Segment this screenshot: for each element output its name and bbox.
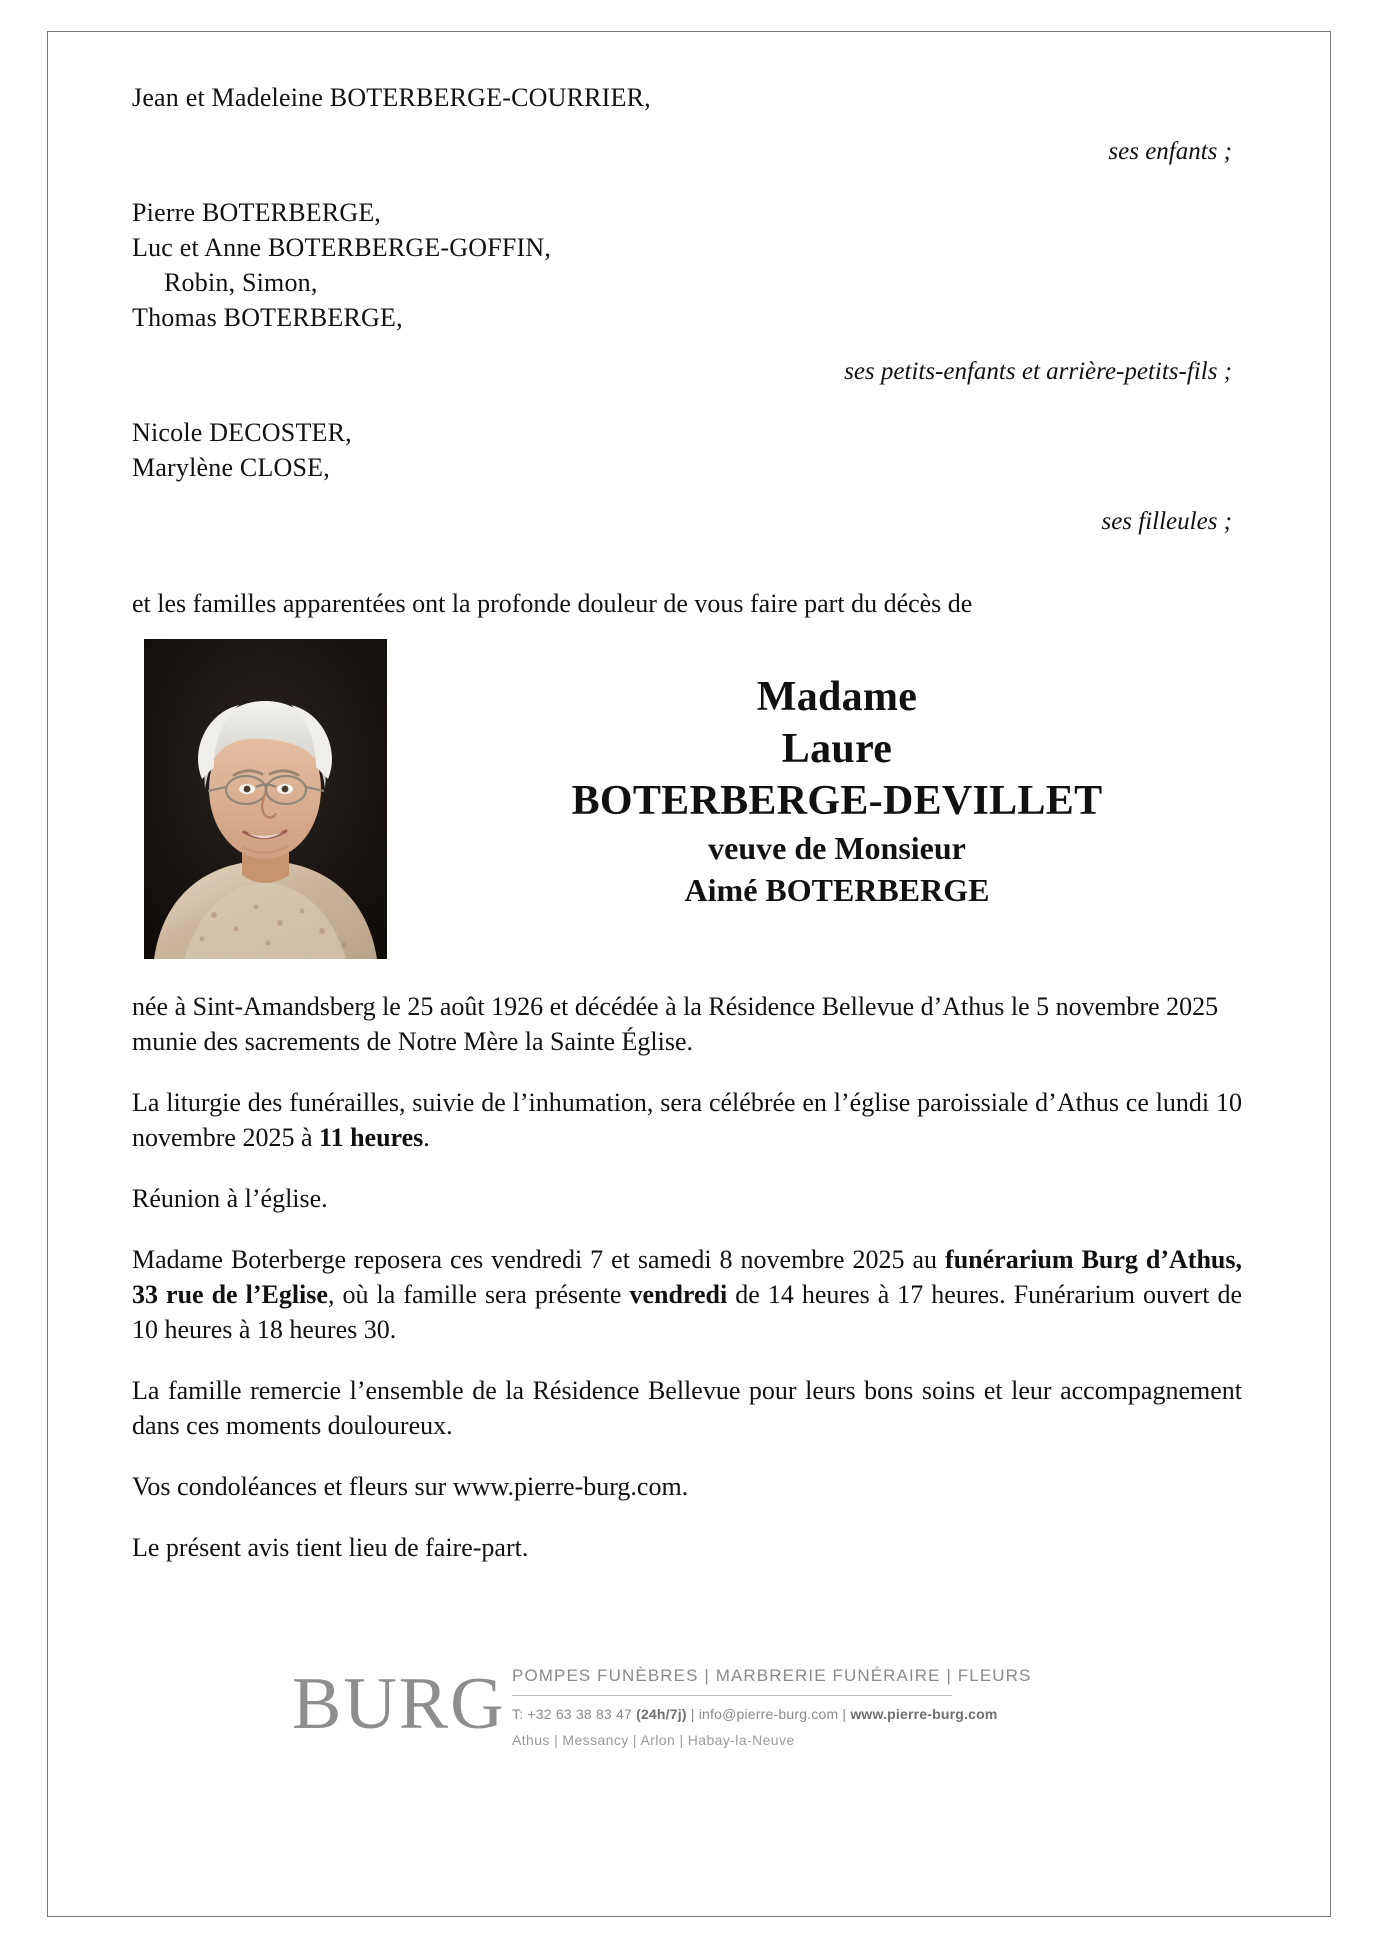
liturgy-text-post: . [423, 1123, 430, 1152]
footer-phone: T: +32 63 38 83 47 [512, 1706, 637, 1722]
reunion-paragraph: Réunion à l’église. [132, 1184, 328, 1213]
spacer [132, 335, 1242, 355]
repose-text-mid: , où la famille sera présente [327, 1280, 630, 1309]
footer-email: | info@pierre-burg.com | [686, 1706, 851, 1722]
deceased-last-name: BOTERBERGE-DEVILLET [571, 778, 1103, 824]
spouse-relation: veuve de Monsieur [708, 830, 966, 866]
family-group [132, 195, 1242, 389]
repose-text-post: de 14 heures à 17 heures. Funérarium ouvert de 10 heures à 18 heures 30. [132, 1280, 1243, 1344]
portrait-photo [144, 639, 387, 959]
family-member-line: Robin, Simon, [164, 268, 318, 297]
burg-logo: BURG [292, 1663, 506, 1745]
spouse-name: Aimé BOTERBERGE [684, 872, 990, 908]
family-group [132, 80, 1242, 169]
family-member-line: Nicole DECOSTER, [132, 418, 352, 447]
footer-hours: (24h/7j) [636, 1706, 687, 1722]
visiting-day: vendredi [629, 1280, 728, 1309]
footer-contact [512, 1706, 1132, 1722]
deceased-name-block [432, 639, 1242, 911]
family-group [132, 415, 1242, 539]
footer-website[interactable]: www.pierre-burg.com [850, 1706, 998, 1722]
spacer [132, 169, 1242, 195]
thanks-paragraph: La famille remercie l’ensemble de la Résidence Bellevue pour leurs bons soins et leur accompagnement dans ces moments douloureux. [132, 1376, 1242, 1440]
announcement-intro: et les familles apparentées ont la profonde douleur de vous faire part du décès de [132, 589, 973, 618]
family-member-line: Marylène CLOSE, [132, 453, 330, 482]
notice-paragraph: Le présent avis tient lieu de faire-part. [132, 1533, 529, 1562]
liturgy-text-pre: La liturgie des funérailles, suivie de l’inhumation, sera célébrée en l’église paroissiale d’Athus ce lundi 10 novembre 2025 à [132, 1088, 1242, 1152]
footer-services: POMPES FUNÈBRES | MARBRERIE FUNÉRAIRE | FLEURS [512, 1666, 1032, 1685]
deceased-title: Madame [756, 674, 918, 720]
notice-content [132, 80, 1242, 1565]
condolences-paragraph: Vos condoléances et fleurs sur www.pierre-burg.com. [132, 1472, 689, 1501]
birth-death-paragraph: née à Sint-Amandsberg le 25 août 1926 et décédée à la Résidence Bellevue d’Athus le 5 novembre 2025 munie des sacrements de Notre Mère la Sainte Église. [132, 992, 1219, 1056]
deceased-first-name: Laure [781, 726, 893, 772]
spacer [132, 389, 1242, 415]
family-role-label: ses filleules ; [1101, 508, 1232, 535]
footer-divider [512, 1695, 952, 1696]
death-notice-page [47, 31, 1331, 1917]
footer-cities: Athus | Messancy | Arlon | Habay-la-Neuve [512, 1732, 795, 1748]
family-role-label: ses enfants ; [1108, 138, 1232, 165]
spacer [132, 115, 1242, 135]
deceased-hero [132, 639, 1242, 969]
family-member-line: Luc et Anne BOTERBERGE-GOFFIN, [132, 233, 552, 262]
family-member-line: Jean et Madeleine BOTERBERGE-COURRIER, [132, 83, 651, 112]
spacer [132, 485, 1242, 505]
footer-details [512, 1666, 1132, 1748]
family-member-line: Pierre BOTERBERGE, [132, 198, 382, 227]
liturgy-paragraph [132, 1085, 1242, 1155]
repose-text-pre: Madame Boterberge reposera ces vendredi 7 et samedi 8 novembre 2025 au [132, 1245, 946, 1274]
liturgy-time: 11 heures [319, 1123, 424, 1152]
funeral-home-footer [132, 1652, 1242, 1792]
family-member-line: Thomas BOTERBERGE, [132, 303, 403, 332]
family-role-label: ses petits-enfants et arrière-petits-fils ; [844, 358, 1232, 385]
spacer [132, 539, 1242, 577]
repose-paragraph [132, 1242, 1242, 1347]
funerarium-address: funérarium Burg d’Athus, 33 rue de l’Eglise [132, 1245, 1242, 1309]
